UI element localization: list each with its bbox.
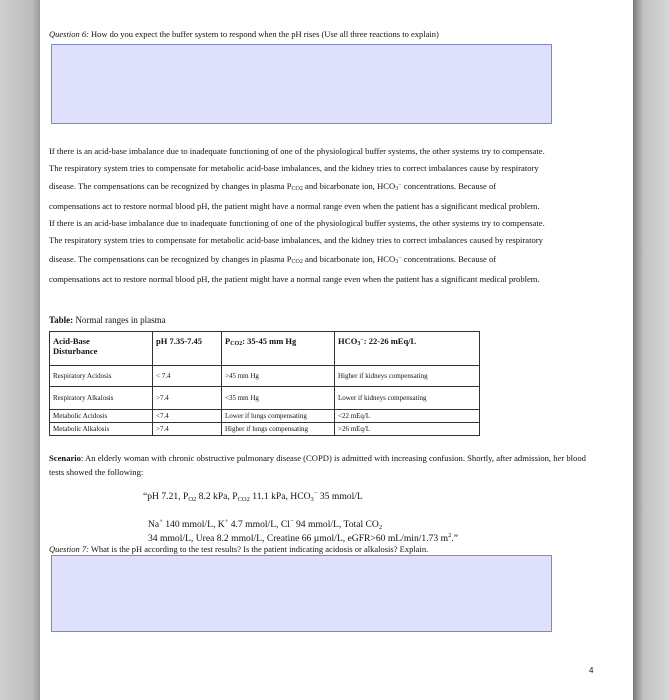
lab-line3-a: 34 mmol/L, Urea 8.2 mmol/L, Creatine 66 µmol/L, eGFR>60 mL/min/1.73 m	[148, 533, 449, 544]
table-caption-label: Table:	[49, 315, 74, 325]
paragraph-2	[49, 215, 549, 287]
paragraph-1-part-b: and bicarbonate ion, HCO	[302, 181, 396, 192]
lab-line3-b: .”	[451, 533, 458, 544]
viewer-background-left	[0, 0, 40, 700]
question-7-label: Question 7:	[49, 544, 89, 554]
cell-ph: < 7.4	[153, 366, 222, 387]
cell-hco3: Lower if kidneys compensating	[335, 387, 480, 410]
lab-line1-b: 8.2 kPa, P	[196, 491, 238, 502]
lab-line1-hco3-sup: −	[313, 490, 318, 497]
header-pco2-p: P	[225, 336, 231, 346]
header-ph: pH 7.35-7.45	[153, 332, 222, 366]
question-6-answer-field[interactable]	[51, 44, 552, 124]
cell-disturbance: Respiratory Alkalosis	[50, 387, 153, 410]
lab-line2-co2-sub: 2	[378, 524, 383, 531]
lab-line1-po2-sub: O2	[188, 496, 197, 503]
page-number: 4	[589, 666, 594, 675]
lab-line1-c: 11.1 kPa, HCO	[249, 491, 311, 502]
header-hco3-sub: 3	[357, 341, 361, 347]
header-hco3-a: HCO	[338, 336, 358, 346]
paragraph-2-part-b: and bicarbonate ion, HCO	[302, 253, 396, 264]
lab-line1-pco2-sub: CO2	[237, 496, 250, 503]
cell-hco3: <22 mEq/L	[335, 410, 480, 423]
lab-line2-d: 94 mmol/L, Total CO	[293, 519, 379, 530]
cell-ph: <7.4	[153, 410, 222, 423]
lab-line2-k-sup: +	[224, 518, 229, 525]
lab-line3-m2-sup: 2	[448, 532, 452, 539]
cell-hco3: >26 mEq/L	[335, 423, 480, 436]
cell-pco2: <35 mm Hg	[222, 387, 335, 410]
question-6-label: Question 6:	[49, 29, 89, 39]
header-disturbance	[50, 332, 153, 366]
cell-ph: >7.4	[153, 423, 222, 436]
scenario-label: Scenario	[49, 453, 81, 463]
paragraph-1-hco3-sup: −	[398, 182, 402, 189]
intro-paragraph	[49, 143, 549, 288]
header-pco2	[222, 332, 335, 366]
question-6	[49, 29, 439, 40]
paragraph-1-hco3-sub: 3	[395, 186, 399, 193]
lab-line1-hco3-sub: 3	[310, 496, 314, 503]
paragraph-1-part-a: If there is an acid-base imbalance due to inadequate functioning of one of the physiological buffer systems, the other systems try to compensate. The respiratory system tries to compensate for metabolic acid-base imbalances, and the kidney tries to correct imbalances cause by respiratory disease. The compensations can be recognized by changes in plasma P	[49, 146, 545, 192]
table-row	[50, 410, 480, 423]
header-disturbance-line1: Acid-Base	[53, 336, 90, 346]
paragraph-1-part-c: concentrations. Because of compensations act to restore normal blood pH, the patient might have a normal range even when the patient has a significant medical problem.	[49, 181, 540, 212]
scenario-text	[49, 451, 589, 479]
lab-line2-b: 140 mmol/L, K	[162, 519, 225, 530]
cell-disturbance: Metabolic Acidosis	[50, 410, 153, 423]
header-pco2-sub: CO2	[230, 341, 243, 347]
normal-ranges-table	[49, 331, 480, 436]
paragraph-2-part-c: concentrations. Because of compensations act to restore normal blood pH, the patient might have a normal range even when the patient has a significant medical problem.	[49, 253, 540, 284]
question-7-answer-field[interactable]	[51, 555, 552, 632]
cell-ph: >7.4	[153, 387, 222, 410]
table-caption	[49, 315, 166, 325]
lab-line1-d: 35 mmol/L	[317, 491, 363, 502]
lab-results-line-1	[143, 487, 363, 507]
cell-pco2: Lower if lungs compensating	[222, 410, 335, 423]
lab-line2-c: 4.7 mmol/L, Cl	[228, 519, 290, 530]
paragraph-1	[49, 143, 549, 215]
header-hco3-sup: −	[360, 337, 364, 343]
lab-line2-cl-sup: −	[289, 518, 294, 525]
cell-pco2: >45 mm Hg	[222, 366, 335, 387]
table-row	[50, 366, 480, 387]
scenario-body: : An elderly woman with chronic obstructive pulmonary disease (COPD) is admitted with increasing confusion. Shortly, after admission, her blood tests showed the following:	[49, 453, 586, 477]
question-7	[49, 544, 428, 555]
lab-line2-na-sup: +	[159, 518, 163, 525]
lab-line1-a: “pH 7.21, P	[143, 491, 189, 502]
paragraph-1-pco2-sub: CO2	[291, 186, 303, 193]
lab-line2-a: Na	[148, 519, 160, 530]
table-caption-text: Normal ranges in plasma	[73, 315, 166, 325]
paragraph-2-hco3-sub: 3	[395, 258, 399, 265]
cell-pco2: Higher if lungs compensating	[222, 423, 335, 436]
cell-disturbance: Metabolic Alkalosis	[50, 423, 153, 436]
cell-disturbance: Respiratory Acidosis	[50, 366, 153, 387]
header-hco3-range: : 22-26 mEq/L	[363, 336, 417, 346]
paragraph-2-hco3-sup: −	[398, 254, 402, 261]
question-6-text: How do you expect the buffer system to respond when the pH rises (Use all three reactions to explain)	[91, 29, 439, 39]
paragraph-2-part-a: If there is an acid-base imbalance due to inadequate functioning of one of the physiological buffer systems, the other systems try to compensate. The respiratory system tries to compensate for metabolic acid-base imbalances, and the kidney tries to correct imbalances caused by respiratory disease. The compensations can be recognized by changes in plasma P	[49, 218, 545, 264]
cell-hco3: Higher if kidneys compensating	[335, 366, 480, 387]
header-disturbance-line2: Disturbance	[53, 346, 98, 356]
table-header-row	[50, 332, 480, 366]
header-pco2-range: : 35-45 mm Hg	[242, 336, 297, 346]
paragraph-2-pco2-sub: CO2	[291, 258, 303, 265]
header-hco3	[335, 332, 480, 366]
viewer-background-right	[633, 0, 669, 700]
table-row	[50, 387, 480, 410]
table-row	[50, 423, 480, 436]
question-7-text: What is the pH according to the test results? Is the patient indicating acidosis or alkalosis? Explain.	[88, 544, 429, 554]
